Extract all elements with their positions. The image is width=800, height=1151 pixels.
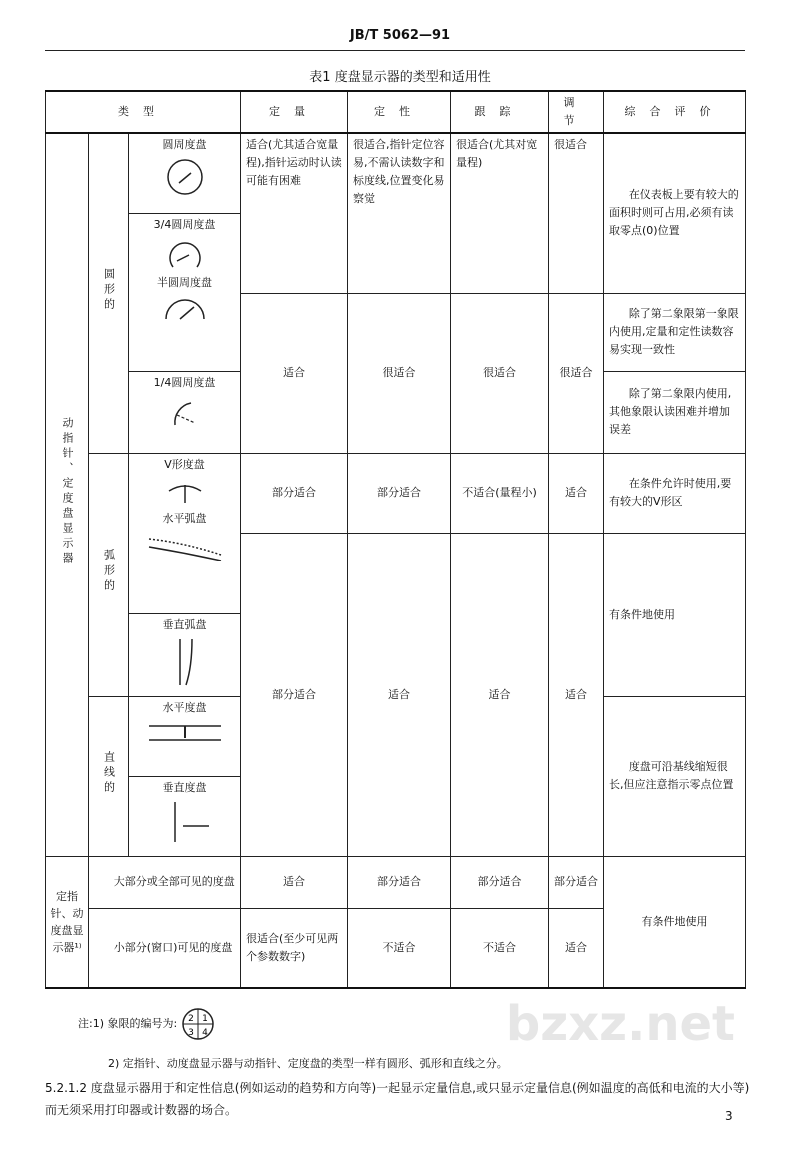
quadrant-diagram-icon bbox=[181, 1007, 215, 1041]
group-circular: 圆形的 bbox=[102, 267, 116, 313]
r3-quant: 部分适合 bbox=[241, 453, 348, 533]
col-adjust: 调节 bbox=[549, 91, 604, 133]
note-2: 2) 定指针、动度盘显示器与动指针、定度盘的类型一样有圆形、弧形和直线之分。 bbox=[108, 1057, 508, 1070]
dial-vert-arc-label: 垂直弧盘 bbox=[162, 617, 207, 631]
r4-eval-a: 有条件地使用 bbox=[604, 533, 746, 696]
r5-quant: 适合 bbox=[241, 856, 348, 908]
r1-eval: 在仪表板上要有较大的面积时则可占用,必须有读取零点(0)位置 bbox=[604, 133, 746, 293]
note-1 bbox=[78, 1007, 215, 1041]
quadrant-1: 1 bbox=[201, 1014, 208, 1024]
dial-v-label: V形度盘 bbox=[164, 457, 205, 471]
note-1-text: 注:1) 象限的编号为: bbox=[78, 1017, 178, 1030]
r4-track: 适合 bbox=[451, 533, 549, 856]
r4-adjust: 适合 bbox=[549, 533, 604, 856]
r3-qual: 部分适合 bbox=[348, 453, 451, 533]
vertical-arc-dial-icon bbox=[170, 637, 200, 687]
group-linear: 直线的 bbox=[102, 750, 116, 796]
note-1-row bbox=[45, 995, 755, 1053]
dial-quarter-label: 1/4圆周度盘 bbox=[153, 375, 216, 389]
r4-quant: 部分适合 bbox=[241, 533, 348, 856]
r3-adjust: 适合 bbox=[549, 453, 604, 533]
dial-horiz-arc-label: 水平弧盘 bbox=[162, 511, 207, 525]
half-dial-icon bbox=[160, 295, 210, 323]
quadrant-4: 4 bbox=[201, 1028, 208, 1038]
r2-quant: 适合 bbox=[241, 293, 348, 453]
r3-track: 不适合(量程小) bbox=[451, 453, 549, 533]
r2-track: 很适合 bbox=[451, 293, 549, 453]
r3-eval: 在条件允许时使用,要有较大的V形区 bbox=[604, 453, 746, 533]
dial-half-label: 半圆周度盘 bbox=[157, 275, 212, 289]
r6-qual: 不适合 bbox=[348, 908, 451, 988]
quarter-dial-icon bbox=[163, 395, 207, 429]
r1-adjust: 很适合 bbox=[549, 133, 604, 293]
r6-track: 不适合 bbox=[451, 908, 549, 988]
doc-code: JB/T 5062—91 bbox=[349, 28, 451, 43]
col-eval: 综合评价 bbox=[604, 91, 746, 133]
dial-vert-linear-label: 垂直度盘 bbox=[162, 780, 207, 794]
quadrant-3: 3 bbox=[187, 1028, 194, 1038]
r1-track: 很适合(尤其对宽量程) bbox=[451, 133, 549, 293]
watermark: bzxz.net bbox=[505, 996, 735, 1052]
page-number: 3 bbox=[725, 1109, 733, 1123]
r4-eval-b: 度盘可沿基线缩短很长,但应注意指示零点位置 bbox=[604, 696, 746, 856]
col-qual: 定性 bbox=[348, 91, 451, 133]
r5-adjust: 部分适合 bbox=[549, 856, 604, 908]
document-body bbox=[45, 90, 755, 1121]
r1-qual: 很适合,指针定位容易,不需认读数字和标度线,位置变化易察觉 bbox=[348, 133, 451, 293]
r5-eval: 有条件地使用 bbox=[604, 856, 746, 988]
dial-fixed-large: 大部分或全部可见的度盘 bbox=[89, 856, 241, 908]
v-dial-icon bbox=[163, 477, 207, 507]
dial-types-table bbox=[45, 90, 746, 989]
col-quant: 定量 bbox=[241, 91, 348, 133]
r2-eval-b: 除了第二象限内使用,其他象限认读困难并增加误差 bbox=[604, 371, 746, 453]
header-rule bbox=[45, 50, 745, 51]
horizontal-linear-dial-icon bbox=[145, 720, 225, 744]
dial-three-quarter-label: 3/4圆周度盘 bbox=[153, 217, 216, 231]
horizontal-arc-dial-icon bbox=[145, 531, 225, 561]
r6-quant: 很适合(至少可见两个参数数字) bbox=[241, 908, 348, 988]
group-arc: 弧形的 bbox=[102, 549, 116, 594]
vertical-linear-dial-icon bbox=[155, 800, 215, 844]
r1-quant: 适合(尤其适合宽量程),指针运动时认读可能有困难 bbox=[241, 133, 348, 293]
r6-adjust: 适合 bbox=[549, 908, 604, 988]
col-track: 跟踪 bbox=[451, 91, 549, 133]
r5-track: 部分适合 bbox=[451, 856, 549, 908]
table-title: 表1 度盘显示器的类型和适用性 bbox=[309, 70, 491, 85]
r2-adjust: 很适合 bbox=[549, 293, 604, 453]
col-type: 类型 bbox=[46, 91, 241, 133]
paragraph-5-2-1-2: 5.2.1.2 度盘显示器用于和定性信息(例如运动的趋势和方向等)一起显示定量信息,或只显示定量信息(例如温度的高低和电流的大小等)而无须采用打印器或计数器的场合。 bbox=[45, 1081, 750, 1117]
r5-qual: 部分适合 bbox=[348, 856, 451, 908]
dial-fixed-small: 小部分(窗口)可见的度盘 bbox=[89, 908, 241, 988]
r2-qual: 很适合 bbox=[348, 293, 451, 453]
group-fixed-pointer: 定指针、动度盘显示器¹⁾ bbox=[46, 856, 89, 988]
dial-full-label: 圆周度盘 bbox=[162, 138, 207, 151]
r4-qual: 适合 bbox=[348, 533, 451, 856]
full-dial-icon bbox=[163, 157, 207, 197]
quadrant-2: 2 bbox=[187, 1014, 194, 1024]
group-moving-pointer: 动指针、定度盘显示器 bbox=[61, 416, 74, 567]
r2-eval-a: 除了第二象限第一象限内使用,定量和定性读数容易实现一致性 bbox=[604, 293, 746, 371]
three-quarter-dial-icon bbox=[163, 237, 207, 271]
dial-horiz-linear-label: 水平度盘 bbox=[162, 700, 207, 714]
